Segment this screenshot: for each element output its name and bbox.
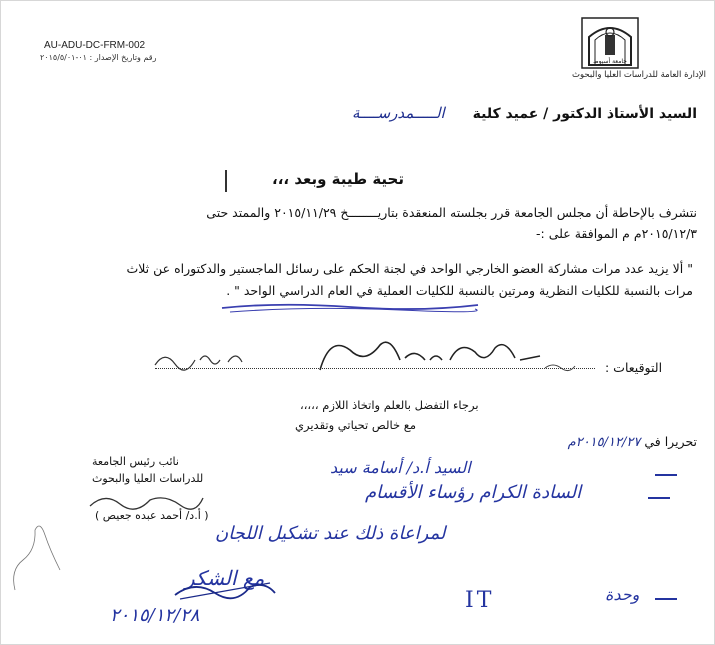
handwritten-signatures <box>150 330 600 380</box>
note-line-2: السادة الكرام رؤساء الأقسام <box>365 482 582 503</box>
note-dash-1 <box>655 474 677 476</box>
note-line-3: لمراعاة ذلك عند تشكيل اللجان <box>215 523 446 544</box>
note-dash-2 <box>648 497 670 499</box>
request-text: برجاء التفضل بالعلم واتخاذ اللازم ،،،،، <box>300 398 479 412</box>
form-issue-date: رقم وتاريخ الإصدار : ٠١-٢٠١٥/٥/٠١ <box>40 53 157 62</box>
decision-quote-line-2: مرات بالنسبة للكليات النظرية ومرتين بالنسبة للكليات العملية في العام الدراسي الواحد " . <box>226 283 693 298</box>
decision-quote-line-1: " ألا يزيد عدد مرات مشاركة العضو الخارجي الواحد في لجنة الحكم على رسائل الماجستير والدكتوراه عن ثلاث <box>126 261 693 276</box>
regards-text: مع خالص تحياتي وتقديري <box>295 418 416 432</box>
it-mark: IT <box>465 588 495 613</box>
note-line-5: وحدة <box>605 585 640 604</box>
greeting: تحية طيبة وبعد ،،، <box>272 170 404 188</box>
vp-title-line-1: نائب رئيس الجامعة <box>92 455 179 468</box>
date-handwritten: ٢٠١٥/١٢/٢٧م <box>567 435 641 450</box>
body-line-2: ٢٠١٥/١٢/٣م م الموافقة على :- <box>536 226 697 241</box>
note-dash-3 <box>655 598 677 600</box>
office-name: الإدارة العامة للدراسات العليا والبحوث <box>571 70 706 80</box>
college-handwritten: الـــــمدرســــة <box>352 104 445 122</box>
body-line-1: نتشرف بالإحاطة أن مجلس الجامعة قرر بجلسته المنعقدة بتاريــــــــخ ٢٠١٥/١١/٢٩ والممتد حتى <box>206 205 697 220</box>
signatures-label: التوقيعات : <box>605 360 663 375</box>
note-signature-date: ٢٠١٥/١٢/٢٨ <box>110 605 200 626</box>
date-line <box>568 434 697 450</box>
date-label: تحريرا في <box>644 434 697 449</box>
logo-text: جامعة أسيوط <box>593 58 627 65</box>
note-line-4: مع الشكر <box>185 566 265 590</box>
margin-mark <box>225 170 227 192</box>
vp-title-line-2: للدراسات العليا والبحوث <box>92 472 204 485</box>
university-logo <box>581 17 639 69</box>
margin-doodle <box>5 510 75 600</box>
note-signature <box>170 575 280 603</box>
underline-mark <box>220 300 480 314</box>
form-code: AU-ADU-DC-FRM-002 <box>44 40 146 51</box>
note-line-1: السيد أ.د/ أسامة سيد <box>330 458 471 477</box>
addressee: السيد الأستاذ الدكتور / عميد كلية <box>472 106 697 122</box>
vp-name: ( أ.د/ أحمد عبده جعيص ) <box>95 509 209 522</box>
